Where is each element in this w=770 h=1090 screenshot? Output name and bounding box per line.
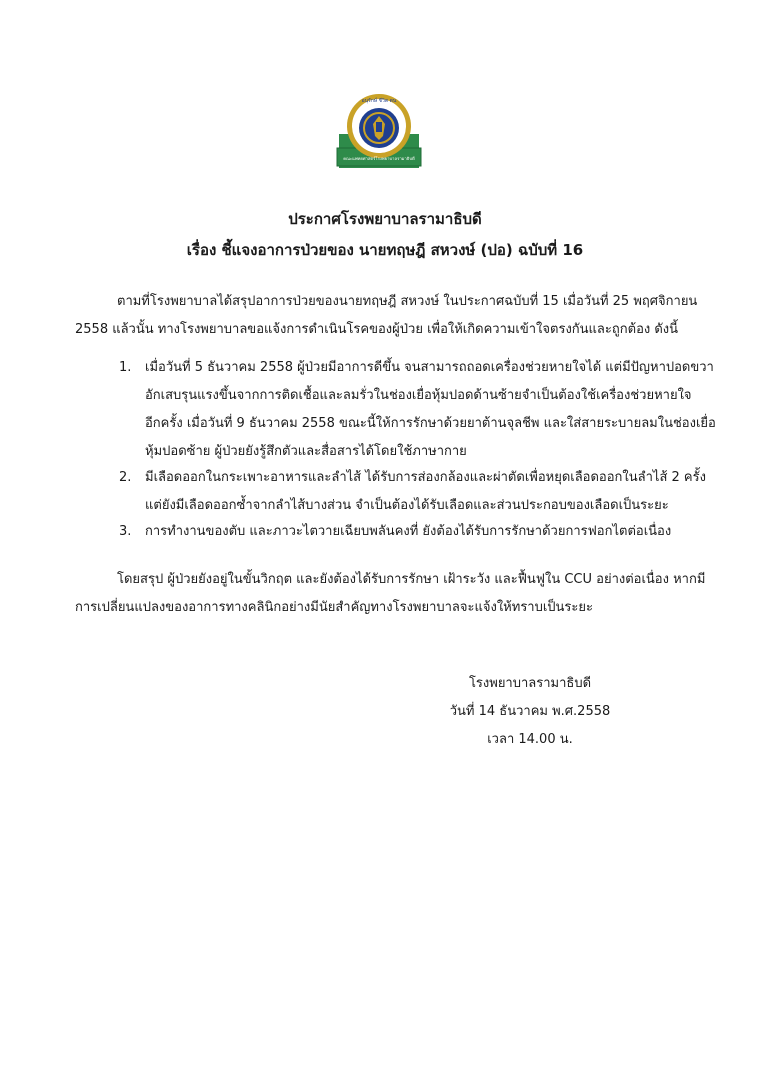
list-item-line: หุ้มปอดซ้าย ผู้ป่วยยังรู้สึกตัวและสื่อสารได้โดยใช้ภาษากาย xyxy=(145,444,467,459)
signature-date: วันที่ 14 ธันวาคม พ.ศ.2558 xyxy=(449,704,611,719)
list-item-2 xyxy=(119,464,706,520)
list-item-line: อีกครั้ง เมื่อวันที่ 9 ธันวาคม 2558 ขณะนี้ให้การรักษาด้วยยาต้านจุลชีพ และใส่สายระบายลมในช่องเยื่อ xyxy=(145,416,716,431)
document-title: ประกาศโรงพยาบาลรามาธิบดี xyxy=(288,210,482,228)
list-item-line: มีเลือดออกในกระเพาะอาหารและลำไส้ ได้รับการส่องกล้องและผ่าตัดเพื่อหยุดเลือดออกในลำไส้ 2 ครั้ง xyxy=(145,470,706,485)
signature-time: เวลา 14.00 น. xyxy=(487,732,573,747)
summary-line-2: การเปลี่ยนแปลงของอาการทางคลินิกอย่างมีนัยสำคัญทางโรงพยาบาลจะแจ้งให้ทราบเป็นระยะ xyxy=(75,600,594,615)
emblem-top-text: อนุรักษ์ ชีวิต ตน xyxy=(361,98,397,104)
intro-line-1: ตามที่โรงพยาบาลได้สรุปอาการป่วยของนายทฤษฎี สหวงษ์ ในประกาศฉบับที่ 15 เมื่อวันที่ 25 พฤศจิกายน xyxy=(117,294,698,309)
list-item-line: อักเสบรุนแรงขึ้นจากการติดเชื้อและลมรั่วในช่องเยื่อหุ้มปอดด้านซ้ายจำเป็นต้องใช้เครื่องช่วยหายใจ xyxy=(145,388,692,403)
summary-line-1: โดยสรุป ผู้ป่วยยังอยู่ในขั้นวิกฤต และยังต้องได้รับการรักษา เฝ้าระวัง และฟื้นฟูใน CCU อย่างต่อเนื่อง หากมี xyxy=(117,572,706,587)
list-item-number: 1. xyxy=(119,360,132,375)
emblem-crest-center xyxy=(376,122,382,132)
list-item-3 xyxy=(119,518,699,546)
intro-paragraph xyxy=(75,288,698,344)
hospital-logo xyxy=(335,92,423,174)
signature-org: โรงพยาบาลรามาธิบดี xyxy=(468,676,592,691)
list-item-1 xyxy=(119,354,716,466)
intro-line-2: 2558 แล้วนั้น ทางโรงพยาบาลขอแจ้งการดำเนินโรคของผู้ป่วย เพื่อให้เกิดความเข้าใจตรงกันและถูกต้อง ดังนี้ xyxy=(75,322,679,337)
list-item-number: 3. xyxy=(119,524,132,539)
list-item-line: แต่ยังมีเลือดออกซ้ำจากลำไส้บางส่วน จำเป็นต้องได้รับเลือดและส่วนประกอบของเลือดเป็นระยะ xyxy=(145,498,669,513)
list-item-number: 2. xyxy=(119,470,132,485)
list-item-line: การทำงานของตับ และภาวะไตวายเฉียบพลันคงที่ ยังต้องได้รับการรักษาด้วยการฟอกไตต่อเนื่อง xyxy=(145,524,672,539)
summary-paragraph xyxy=(75,566,706,622)
hospital-emblem-icon xyxy=(335,92,423,174)
emblem-band-text: คณะแพทยศาสตร์โรงพยาบาลรามาธิบดี xyxy=(343,156,415,161)
list-item-line: เมื่อวันที่ 5 ธันวาคม 2558 ผู้ป่วยมีอาการดีขึ้น จนสามารถถอดเครื่องช่วยหายใจได้ แต่มีปัญหาปอดขวา xyxy=(145,360,714,375)
document-subject: เรื่อง ชี้แจงอาการป่วยของ นายทฤษฎี สหวงษ์ (ปอ) ฉบับที่ 16 xyxy=(186,241,584,259)
